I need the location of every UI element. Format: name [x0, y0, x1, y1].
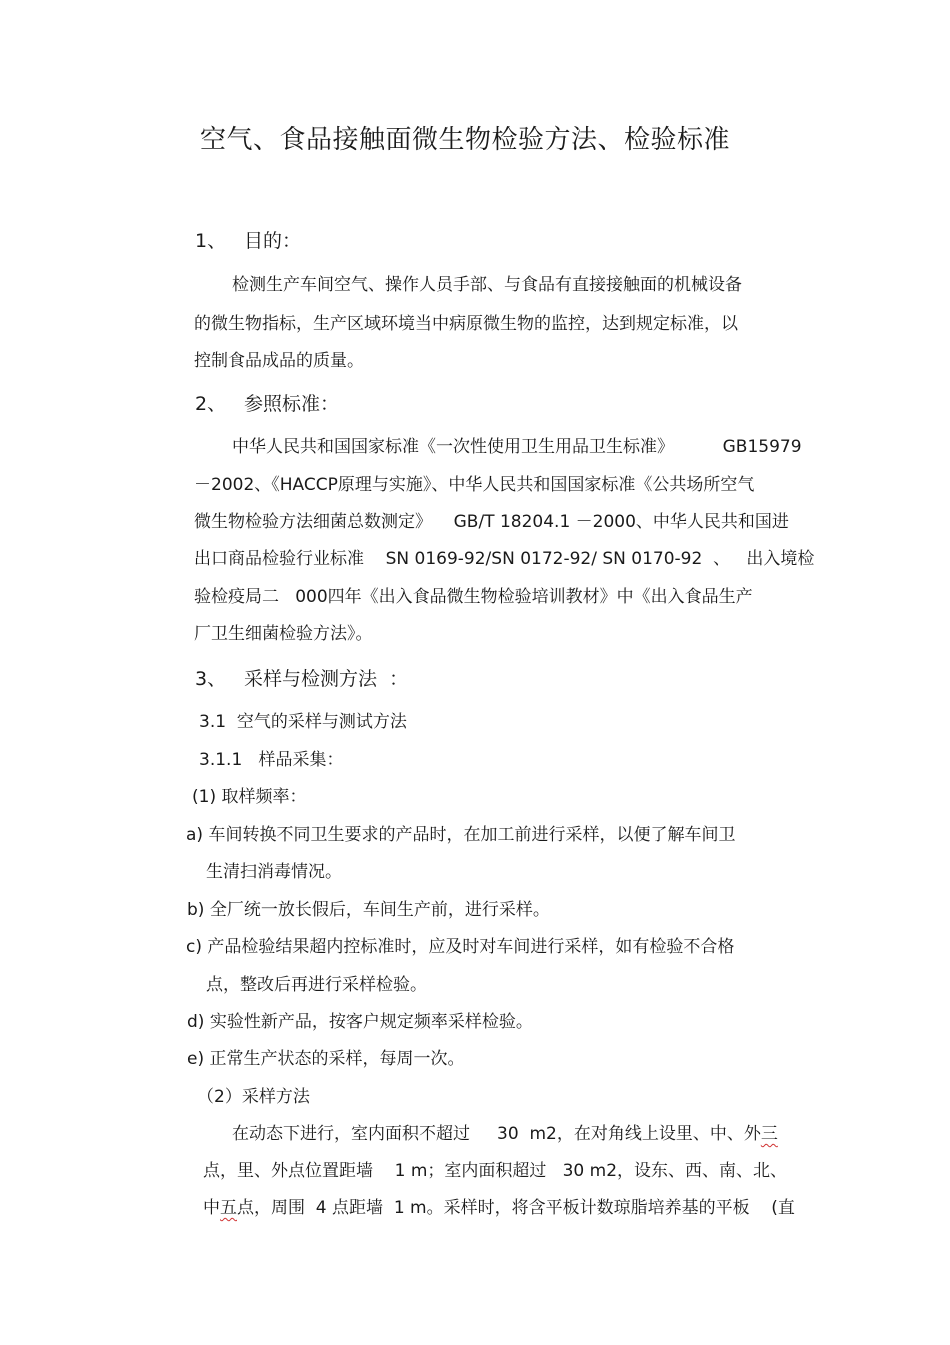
frequency-heading: (1) 取样频率： [192, 787, 307, 807]
section-2-number: 2、 [195, 393, 227, 415]
method-line-1-text: 在动态下进行，室内面积不超过 30 m2，在对角线上设里、中、外 [232, 1124, 761, 1144]
page-title: 空气、食品接触面微生物检验方法、检验标准 [200, 125, 731, 155]
reference-line-3: 微生物检验方法细菌总数测定》 GB/T 18204.1 －2000、中华人民共和国进 [194, 512, 789, 532]
reference-line-5: 验检疫局二 000四年《出入食品微生物检验培训教材》中《出入食品生产 [194, 587, 753, 607]
method-line-1 [232, 1123, 778, 1145]
purpose-line-2: 的微生物指标，生产区域环境当中病原微生物的监控，达到规定标准，以 [194, 314, 738, 334]
section-1-number: 1、 [195, 230, 227, 252]
reference-line-1: 中华人民共和国国家标准《一次性使用卫生用品卫生标准》 GB15979 [232, 437, 802, 457]
method-line-3-a: 中 [203, 1198, 220, 1218]
frequency-item-b: b) 全厂统一放长假后，车间生产前，进行采样。 [187, 900, 550, 920]
section-2-heading: 参照标准： [244, 393, 340, 415]
reference-line-2: －2002、《HACCP原理与实施》、中华人民共和国国家标准《公共场所空气 [194, 475, 755, 495]
reference-line-6: 厂卫生细菌检验方法》。 [194, 624, 373, 644]
subsection-3-1: 3.1 空气的采样与测试方法 [199, 712, 407, 732]
reference-line-4: 出口商品检验行业标准 SN 0169-92/SN 0172-92/ SN 0170-92 、 出入境检 [194, 549, 815, 569]
frequency-item-a-cont: 生清扫消毒情况。 [206, 862, 342, 882]
purpose-line-1: 检测生产车间空气、操作人员手部、与食品有直接接触面的机械设备 [232, 275, 742, 295]
method-line-3 [203, 1197, 795, 1219]
frequency-item-c-cont: 点，整改后再进行采样检验。 [206, 975, 427, 995]
method-line-3-underlined: 五 [220, 1198, 237, 1218]
section-3-heading: 采样与检测方法 ： [244, 668, 409, 690]
frequency-item-e: e) 正常生产状态的采样，每周一次。 [187, 1049, 465, 1069]
frequency-item-d: d) 实验性新产品，按客户规定频率采样检验。 [187, 1012, 533, 1032]
method-line-2: 点，里、外点位置距墙 1 m；室内面积超过 30 m2，设东、西、南、北、 [203, 1161, 788, 1181]
purpose-line-3: 控制食品成品的质量。 [194, 351, 364, 371]
frequency-item-c: c) 产品检验结果超内控标准时，应及时对车间进行采样，如有检验不合格 [186, 937, 735, 957]
method-heading: （2）采样方法 [197, 1087, 310, 1107]
frequency-item-a: a) 车间转换不同卫生要求的产品时，在加工前进行采样，以便了解车间卫 [186, 825, 736, 845]
section-1-heading: 目的： [244, 230, 302, 252]
section-3-number: 3、 [195, 668, 227, 690]
method-line-1-underlined: 三 [760, 1124, 778, 1144]
subsection-3-1-1: 3.1.1 样品采集： [199, 750, 344, 770]
method-line-3-c: 点，周围 4 点距墙 1 m。采样时，将含平板计数琼脂培养基的平板 (直 [237, 1198, 795, 1218]
